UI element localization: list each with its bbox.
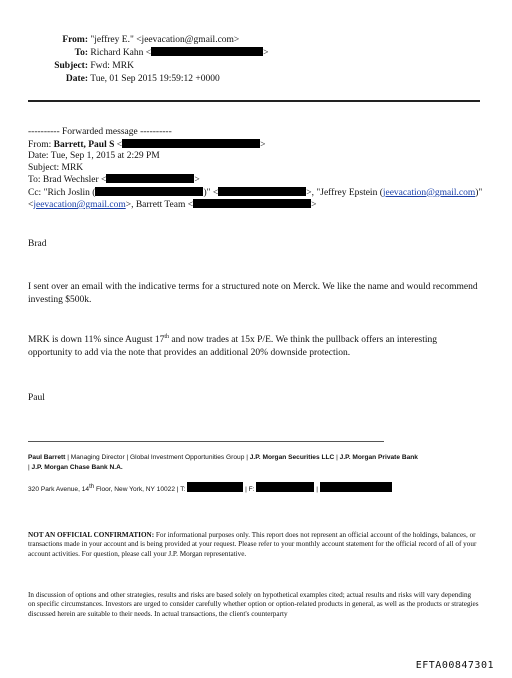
signoff: Paul [28,393,45,403]
forward-cc2-mid: >, Barrett Team < [125,200,194,210]
signature-sep: | [334,454,340,461]
paragraph-2-start: MRK is down 11% since August 17 [28,335,165,345]
disclaimer-text-1: For informational purposes only. This report does not represent an official account of the holdings, balances, or transactions made in your account and is being provided at your request. Please refer to your monthly account statement for the official record of all of your account activities. For question, please call your J.P. Morgan representative. [28,531,477,558]
redaction-bar [151,47,263,56]
forward-to-prefix: To: Brad Wechsler < [28,175,107,185]
signature-details: | Managing Director | Global Investment Opportunities Group | [65,454,250,461]
forward-subject-line: Subject: MRK [28,162,84,173]
signature-name: Paul Barrett [28,454,66,461]
header-date-row [0,73,512,86]
to-label: To: [74,48,88,58]
date-label: Date: [65,74,88,84]
date-value: Tue, 01 Sep 2015 19:59:12 +0000 [90,74,220,84]
redaction-bar [187,482,243,492]
redaction-bar [106,174,194,183]
salutation: Brad [28,239,47,249]
header-divider [28,100,480,102]
address-end: Floor, New York, NY 10022 | T: [94,486,186,493]
forward-cc-line [28,187,488,200]
ordinal-suffix: th [164,333,170,340]
address-ordinal: th [89,483,95,490]
forward-from-open: < [114,139,123,150]
header-from-row [0,34,512,47]
forward-from-close: > [260,139,266,150]
redaction-bar [122,139,260,148]
address-pipe: | [316,486,318,493]
signature-sep-2: | [28,464,32,471]
forward-cc-mid1: )" < [203,187,219,198]
forward-to-line [28,174,488,187]
disclaimer-heading: NOT AN OFFICIAL CONFIRMATION: [28,531,155,539]
signature-firm-3: J.P. Morgan Chase Bank N.A. [31,464,123,471]
signature-firm-line [28,463,488,473]
forward-cc2-open: < [28,200,34,210]
email-link[interactable]: jeevacation@gmail.com [33,200,126,210]
address-start: 320 Park Avenue, 14 [28,486,90,493]
subject-label: Subject: [54,61,88,71]
redaction-bar [193,199,311,208]
signature-title-line [28,453,488,463]
from-label: From: [62,35,88,45]
signature-firm-1: J.P. Morgan Securities LLC [249,454,335,461]
document-id: EFTA00847301 [415,660,494,671]
forward-date-line: Date: Tue, Sep 1, 2015 at 2:29 PM [28,151,160,161]
email-header [0,34,512,86]
redaction-bar [256,482,314,492]
header-to-row [0,47,512,60]
forward-cc-mid2: >, "Jeffrey Epstein ( [306,187,383,198]
disclaimer-options: In discussion of options and other strategies, results and risks are based solely on hypothetical examples cited; actual results and risks will vary depending on specific circumstances. Investors are urged to consider carefully whether option or option-related products in general, as well as the products or strategies discussed herein are suitable to their needs. In actual transactions, the client's counterparty [28,591,479,618]
to-value-suffix: > [263,48,269,58]
forward-cc2-close: > [311,200,317,210]
paragraph-2 [28,334,478,359]
redaction-bar [320,482,392,492]
forwarded-message [28,127,488,212]
forward-from-line [28,139,488,152]
signature-firm-2: J.P. Morgan Private Bank [339,454,418,461]
signature-block [28,453,488,495]
forward-banner: ---------- Forwarded message ---------- [28,127,172,137]
redaction-bar [218,187,306,196]
redaction-bar [95,187,203,196]
forward-cc-line-2 [28,199,488,212]
disclaimer-confirmation [28,531,480,559]
fax-label: | F: [245,486,255,493]
forward-cc-prefix: Cc: "Rich Joslin ( [28,187,96,198]
from-value: "jeffrey E." <jeevacation@gmail.com> [90,35,240,45]
forward-from-prefix: From: [28,139,54,150]
subject-value: Fwd: MRK [90,61,134,71]
paragraph-2-end: and now trades at 15x P/E. We think the pullback offers an interesting opportunity to add via the note that provides an additional 20% downside protection. [28,335,438,358]
paragraph-1: I sent over an email with the indicative terms for a structured note on Merck. We like the name and would recommend investing $500k. [28,282,478,305]
to-value-prefix: Richard Kahn < [90,48,152,58]
signature-address-line [28,482,488,495]
signature-divider [28,441,384,442]
email-link[interactable]: jeevacation@gmail.com [382,187,476,198]
forward-to-close: > [194,175,200,185]
forward-cc-end1: )" [475,187,483,198]
forward-from-name: Barrett, Paul S [53,139,115,150]
header-subject-row [0,60,512,73]
